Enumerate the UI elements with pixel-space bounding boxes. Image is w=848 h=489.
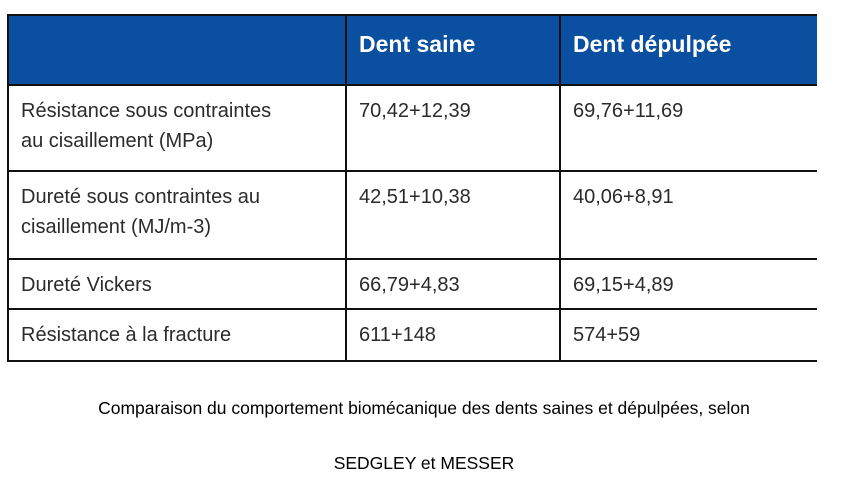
comparison-table xyxy=(7,14,817,362)
cell-dent-saine: 70,42+12,39 xyxy=(346,85,560,171)
cell-dent-depulpee: 69,76+11,69 xyxy=(560,85,817,171)
row-label-line: au cisaillement (MPa) xyxy=(21,130,214,152)
table-row xyxy=(8,309,817,361)
row-label-line: Dureté sous contraintes au xyxy=(21,186,261,208)
row-label xyxy=(8,85,346,171)
cell-dent-depulpee: 40,06+8,91 xyxy=(560,171,817,259)
caption-line-1: Comparaison du comportement biomécanique des dents saines et dépulpées, selon xyxy=(98,398,750,418)
cell-dent-depulpee: 574+59 xyxy=(560,309,817,361)
table-row xyxy=(8,85,817,171)
row-label: Dureté Vickers xyxy=(8,259,346,309)
caption-line-2: SEDGLEY et MESSER xyxy=(333,453,515,473)
cell-dent-saine: 66,79+4,83 xyxy=(346,259,560,309)
cell-dent-saine: 42,51+10,38 xyxy=(346,171,560,259)
header-empty-cell xyxy=(8,15,346,85)
comparison-table-container xyxy=(7,14,817,368)
cell-dent-saine: 611+148 xyxy=(346,309,560,361)
row-label-line: cisaillement (MJ/m-3) xyxy=(21,216,212,238)
header-dent-depulpee: Dent dépulpée xyxy=(560,15,817,85)
table-header-row xyxy=(8,15,817,85)
cell-dent-depulpee: 69,15+4,89 xyxy=(560,259,817,309)
table-row xyxy=(8,259,817,309)
row-label-line: Résistance sous contraintes xyxy=(21,100,272,122)
row-label: Résistance à la fracture xyxy=(8,309,346,361)
table-row xyxy=(8,171,817,259)
header-dent-saine: Dent saine xyxy=(346,15,560,85)
row-label xyxy=(8,171,346,259)
